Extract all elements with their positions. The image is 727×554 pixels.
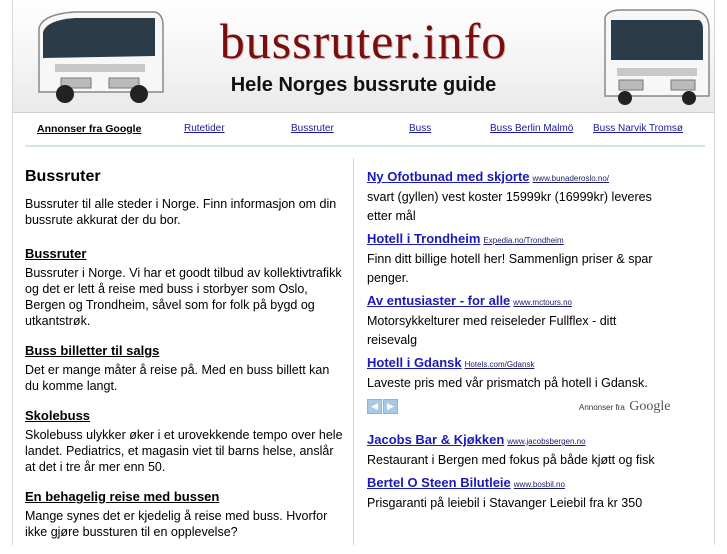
section-heading-link[interactable]: En behagelig reise med bussen [25,489,220,504]
ad-title-link[interactable]: Hotell i Trondheim [367,231,481,246]
nav-bussruter[interactable]: Bussruter [291,123,334,134]
nav-ads-by-google[interactable]: Annonser fra Google [37,123,142,135]
ad-description: Motorsykkelturer med reiseleder Fullflex - ditt reisevalg [367,314,617,347]
top-nav [25,117,705,147]
section-heading-link[interactable]: Skolebuss [25,408,91,423]
ads-by-google-link[interactable] [579,397,670,415]
ad-url-link[interactable]: www.bosbil.no [513,480,565,489]
section-text: Mange synes det er kjedelig å reise med buss. Hvorfor ikke gjøre bussturen til en opplevelse? [25,509,328,539]
ad-url-link[interactable]: Expedia.no/Trondheim [483,236,564,245]
main-content [25,168,345,554]
ad-item [367,474,667,513]
section-text: Det er mange måter å reise på. Med en buss billett kan du komme langt. [25,363,330,393]
section-heading-link[interactable]: Buss billetter til salgs [25,343,160,358]
ad-description: Restaurant i Bergen med fokus på både kjøtt og fisk [367,453,655,467]
ads-column [367,168,671,517]
ads-by-label: Annonser fra [579,403,625,412]
ads-footer [367,397,671,419]
intro-text: Bussruter til alle steder i Norge. Finn informasjon om din bussrute akkurat der du bor. [25,197,337,227]
ad-url-link[interactable]: www.bunaderoslo.no/ [532,174,610,183]
next-arrow-icon[interactable]: ▶ [383,399,398,414]
ad-description: Finn ditt billige hotell her! Sammenlign priser & spar penger. [367,252,653,285]
section-text: Skolebuss ulykker øker i et urovekkende tempo over hele landet. Pediatrics, et magasin viet til barns helse, anslår at det i tre år mer enn 50. [25,428,343,474]
ad-item [367,168,667,226]
article-section [25,489,345,540]
page-border-right [714,0,715,545]
ad-description: Prisgaranti på leiebil i Stavanger Leiebil fra kr 350 [367,496,643,510]
column-divider [353,158,354,545]
article-section [25,343,345,394]
ad-title-link[interactable]: Av entusiaster - for alle [367,293,511,308]
nav-buss-narvik-tromso[interactable]: Buss Narvik Tromsø [593,123,684,134]
nav-rutetider[interactable]: Rutetider [184,123,225,134]
section-heading-link[interactable]: Bussruter [25,246,87,261]
ad-title-link[interactable]: Hotell i Gdansk [367,355,462,370]
ad-item [367,230,667,288]
nav-buss-berlin-malmo[interactable]: Buss Berlin Malmö [490,123,574,134]
ad-item [367,431,667,470]
ad-url-link[interactable]: Hotels.com/Gdansk [464,360,535,369]
site-title[interactable]: bussruter.info [219,13,508,69]
ad-description: svart (gyllen) vest koster 15999kr (16999kr) leveres etter mål [367,190,652,223]
article-section [25,408,345,475]
header-banner [13,0,714,113]
prev-arrow-icon[interactable]: ◀ [367,399,382,414]
site-subtitle: Hele Norges bussrute guide [230,74,497,96]
ad-title-link[interactable]: Ny Ofotbunad med skjorte [367,169,530,184]
ad-item [367,354,667,393]
ad-url-link[interactable]: www.mctours.no [513,298,572,307]
nav-buss[interactable]: Buss [409,123,432,134]
section-text: Bussruter i Norge. Vi har et goodt tilbud av kollektivtrafikk og det er lett å reise med buss i storbyer som Oslo, Bergen og Trondheim, såvel som for folk på bygd og utkantstrøk. [25,266,342,328]
ad-title-link[interactable]: Jacobs Bar & Kjøkken [367,432,505,447]
google-logo: Google [629,399,671,414]
ad-title-link[interactable]: Bertel O Steen Bilutleie [367,475,511,490]
ad-description: Laveste pris med vår prismatch på hotell i Gdansk. [367,376,648,390]
article-section [25,246,345,329]
page-title: Bussruter [25,168,101,185]
ad-item [367,292,667,350]
ad-url-link[interactable]: www.jacobsbergen.no [507,437,586,446]
